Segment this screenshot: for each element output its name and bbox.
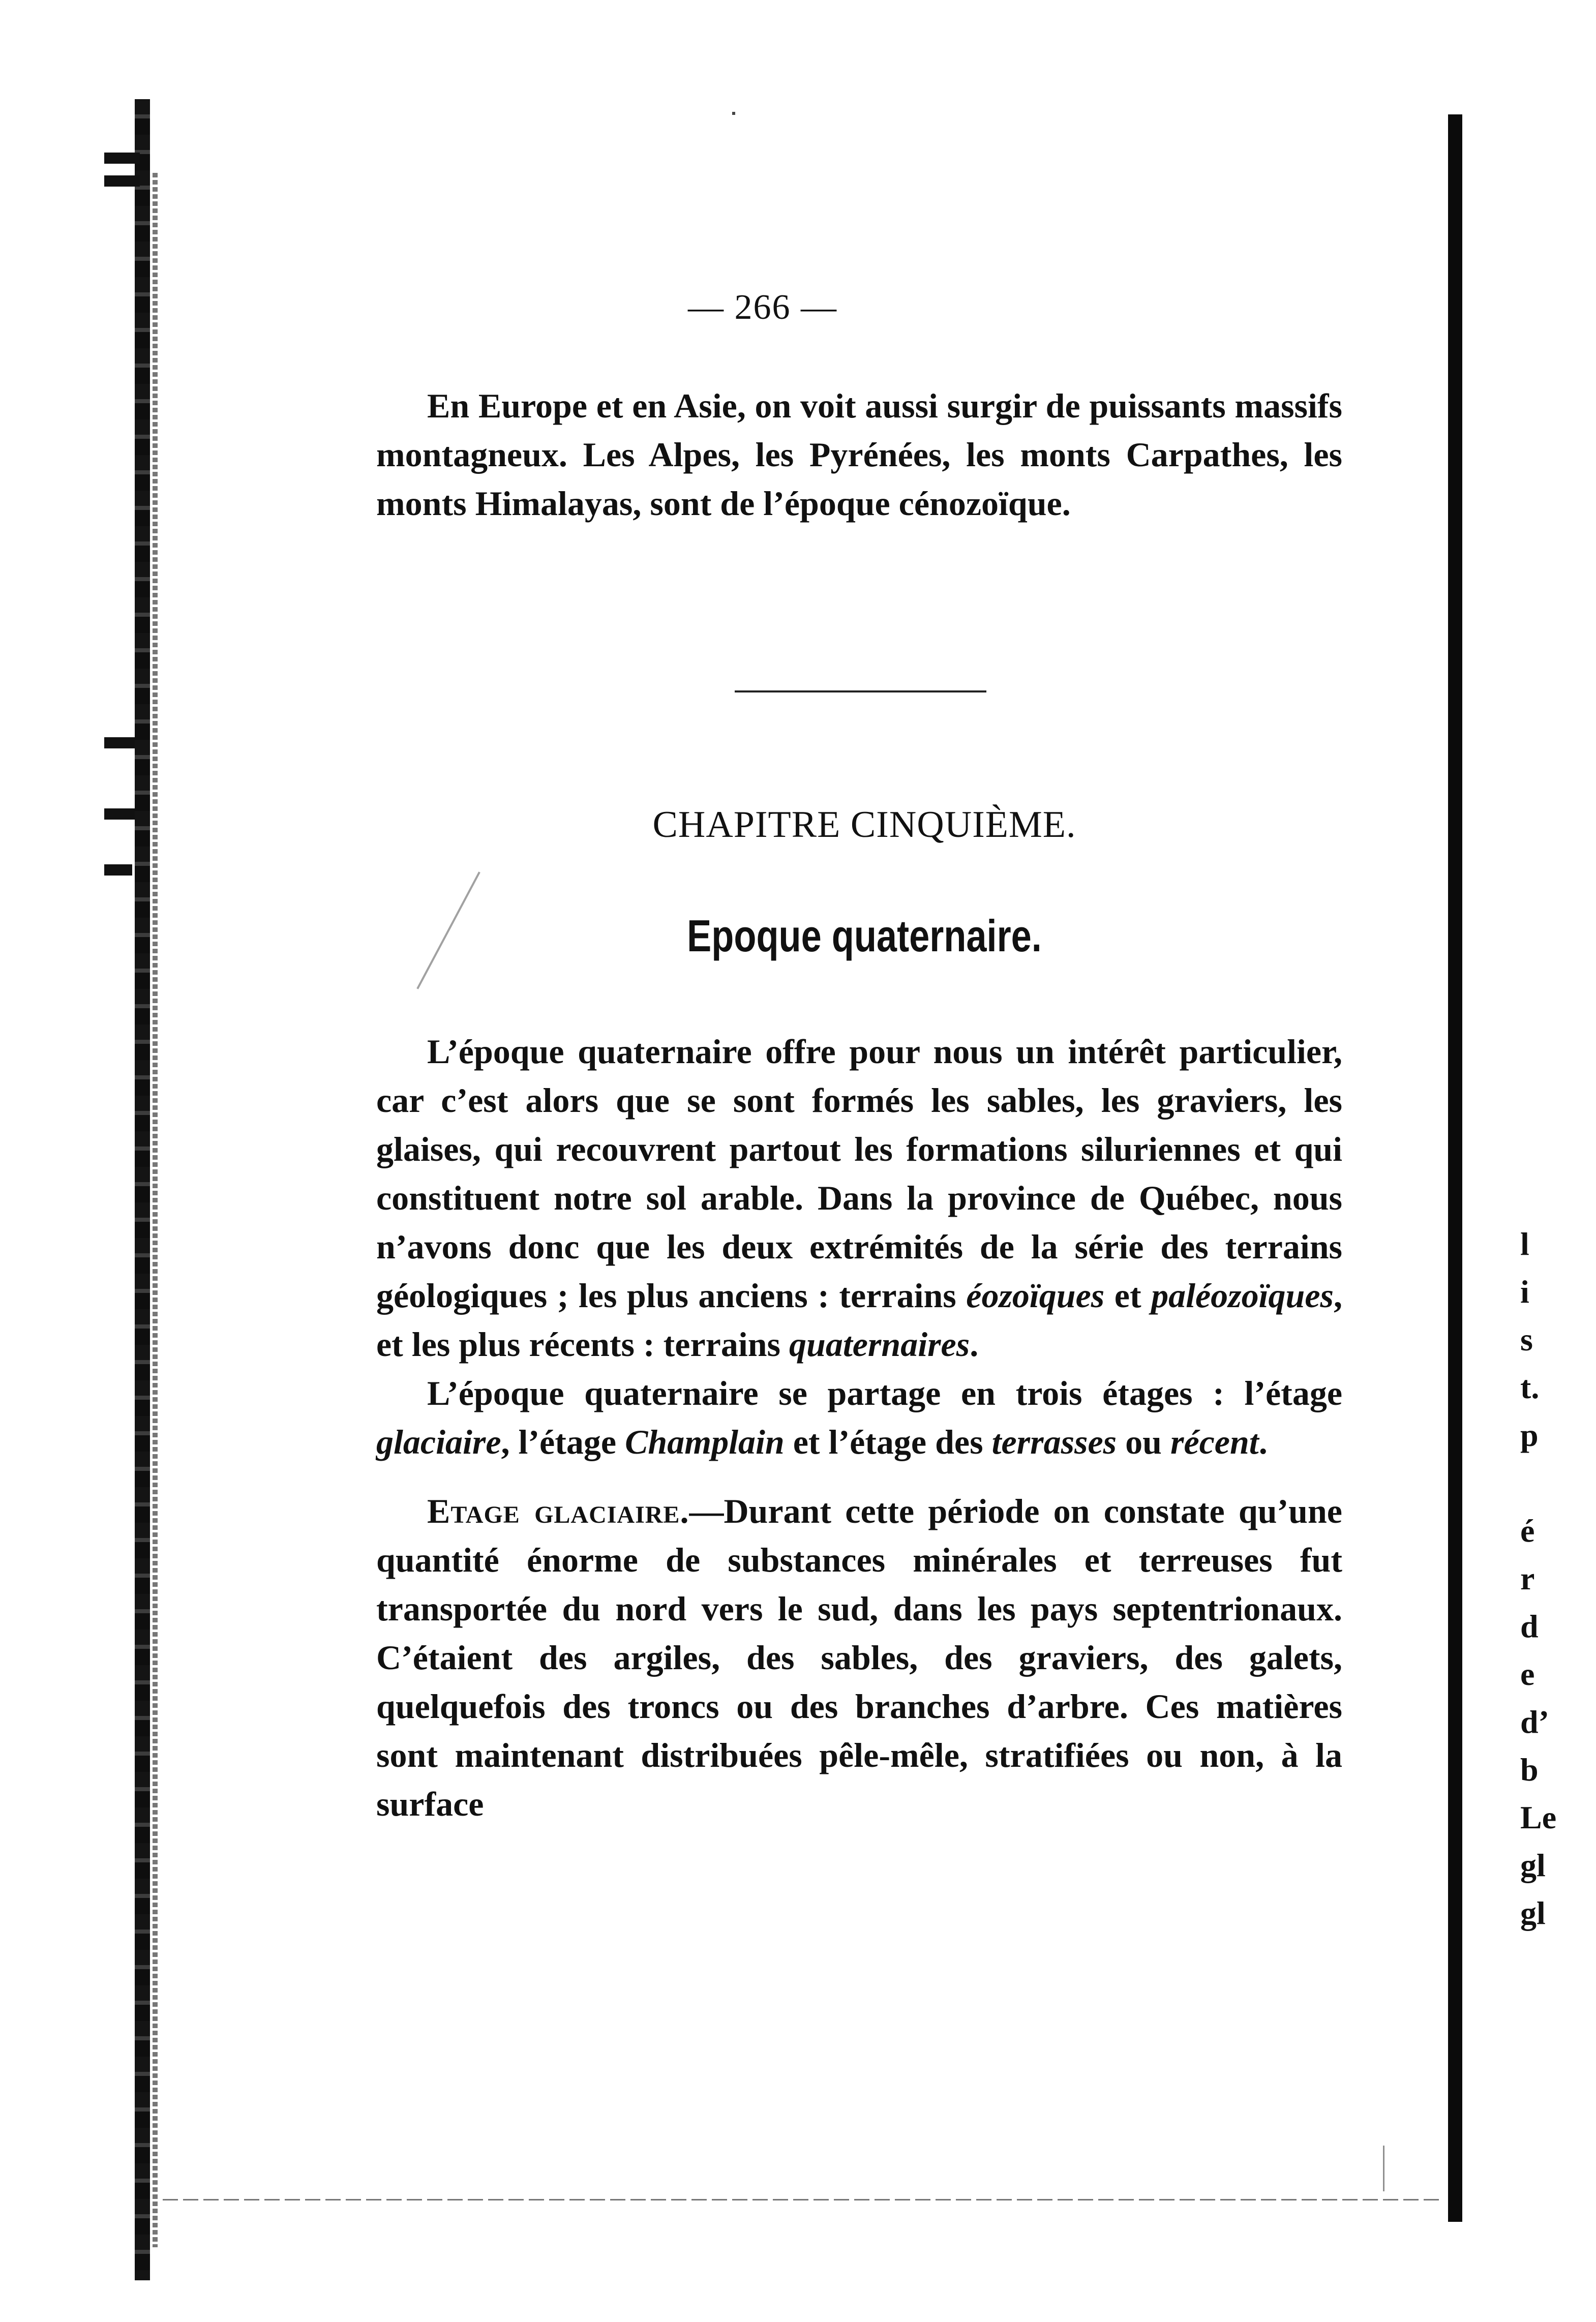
intro-paragraph (376, 381, 1342, 528)
intro-text: En Europe et en Asie, on voit aussi surgir de puissants massifs montagneux. Les Alpes, les Pyrénées, les monts Carpathes, les monts Himalayas, sont de l’époque cénozoïque. (376, 386, 1342, 523)
bleed-fragment (1520, 1459, 1596, 1507)
bleed-fragment: i (1520, 1274, 1529, 1310)
chapter-body (376, 1027, 1342, 1828)
chapter-title: CHAPITRE CINQUIÈME. (652, 804, 1076, 846)
paragraph-3-heading: Etage glaciaire. (427, 1492, 689, 1530)
paragraph-3: Etage glaciaire.—Durant cette période on constate qu’une quantité énorme de substances minérales et terreuses fut transportée du nord vers le sud, dans les pays septentrionaux. C’étaient des argiles, des sables, des graviers, des galets, quelquefois des troncs ou des branches d’arbre. Ces matières sont maintenant distribuées pêle-mêle, stratifiées ou non, à la surface (376, 1492, 1342, 1823)
bleed-fragment: r (1520, 1560, 1535, 1596)
bleed-fragment: Le (1520, 1799, 1557, 1835)
binding-mark (104, 175, 140, 187)
bleed-fragment: s (1520, 1321, 1533, 1358)
bleed-fragment: b (1520, 1752, 1539, 1788)
binding-mark (104, 153, 140, 164)
bottom-page-edge (163, 2199, 1444, 2200)
bleed-fragment: d (1520, 1608, 1539, 1644)
binding-mark (104, 737, 135, 748)
bleed-fragment: gl (1520, 1847, 1546, 1883)
left-binding-shadow (153, 173, 158, 2247)
binding-mark (104, 864, 132, 876)
left-binding-edge (135, 99, 150, 2280)
bleed-fragment: gl (1520, 1895, 1546, 1931)
bleed-fragment: l (1520, 1226, 1529, 1262)
next-page-bleed (1520, 1220, 1596, 1937)
paragraph-1: L’époque quaternaire offre pour nous un intérêt particulier, car c’est alors que se sont formés les sables, les graviers, les glaises, qui recouvrent partout les formations siluriennes et qui constituent notre sol arable. Dans la province de Québec, nous n’avons donc que les deux extrémités de la série des terrains géologiques ; les plus anciens : terrains éozoïques et paléozoïques, et les plus récents : terrains quaternaires. (376, 1032, 1342, 1364)
page-number: — 266 — (688, 288, 837, 327)
speck (1383, 2146, 1384, 2191)
paragraph-2: L’époque quaternaire se partage en trois étages : l’étage glaciaire, l’étage Champlain et l’étage des terrasses ou récent. (376, 1374, 1342, 1461)
section-divider (735, 690, 986, 692)
bleed-fragment: e (1520, 1656, 1535, 1692)
binding-mark (104, 808, 135, 820)
speck (732, 112, 735, 115)
bleed-fragment: p (1520, 1417, 1539, 1453)
bleed-fragment: é (1520, 1513, 1535, 1549)
bleed-fragment: d’ (1520, 1704, 1549, 1740)
speck (416, 871, 480, 989)
section-heading: Epoque quaternaire. (687, 911, 1042, 961)
right-page-edge (1448, 114, 1462, 2222)
bleed-fragment: t. (1520, 1369, 1540, 1405)
